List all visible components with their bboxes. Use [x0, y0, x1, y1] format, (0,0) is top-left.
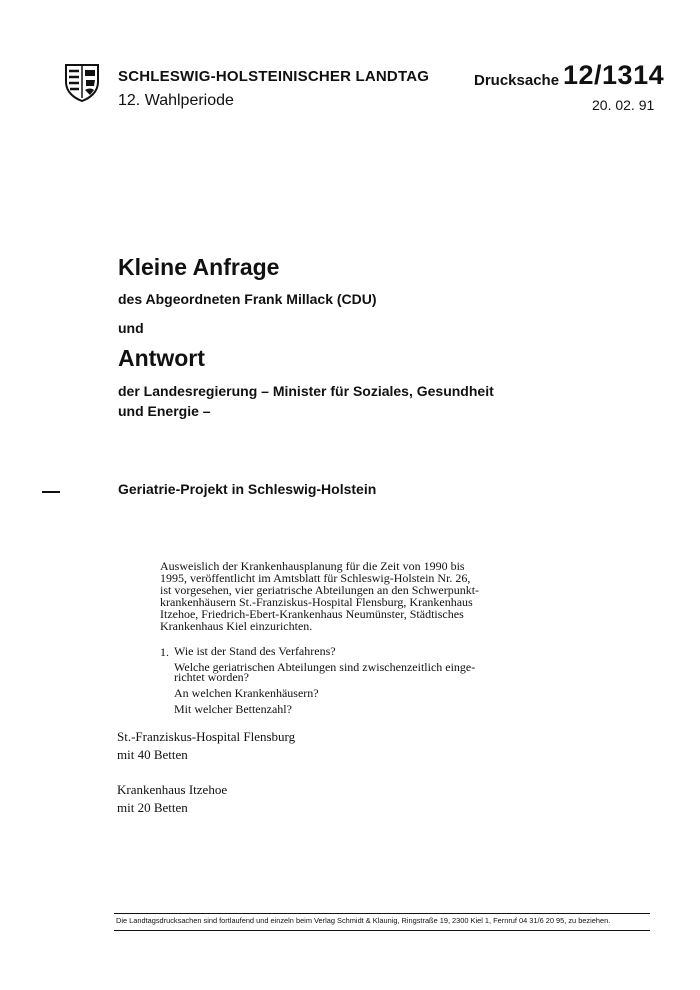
question-item: An welchen Krankenhäusern? [174, 686, 319, 700]
answer-line: mit 20 Betten [117, 800, 188, 815]
answer-line: Krankenhaus Itzehoe [117, 782, 228, 797]
question-item: Welche geriatrischen Abteilungen sind zwischenzeitlich einge- [174, 660, 476, 674]
question-item: Wie ist der Stand des Verfahrens? [174, 644, 336, 658]
drucksache-number: 12/1314 [563, 60, 665, 90]
question-item: richtet worden? [174, 670, 249, 684]
answer-line: mit 40 Betten [117, 747, 188, 762]
footer-rule-top [114, 913, 650, 914]
answer-line: St.-Franziskus-Hospital Flensburg [117, 729, 296, 744]
subject-title: Geriatrie-Projekt in Schleswig-Holstein [118, 481, 377, 497]
drucksache-label: Drucksache [474, 72, 560, 89]
coat-of-arms-icon [64, 62, 100, 102]
responder-line-1: der Landesregierung – Minister für Soziales, Gesundheit [118, 383, 494, 399]
question-item: Mit welcher Bettenzahl? [174, 702, 292, 716]
document-date: 20. 02. 91 [592, 97, 655, 113]
legislative-period: 12. Wahlperiode [118, 92, 234, 109]
heading-antwort: Antwort [118, 345, 205, 371]
heading-kleine-anfrage: Kleine Anfrage [118, 254, 280, 280]
footer-note: Die Landtagsdrucksachen sind fortlaufend und einzeln beim Verlag Schmidt & Klaunig, Ringstraße 19, 2300 Kiel 1, Fernruf 04 31/6 20 95, zu beziehen. [116, 916, 611, 925]
question-line: Itzehoe, Friedrich-Ebert-Krankenhaus Neumünster, Städtisches [160, 607, 464, 621]
question-line: ist vorgesehen, vier geriatrische Abteilungen an den Schwerpunkt- [160, 583, 480, 597]
und-line: und [118, 320, 144, 336]
question-line: Krankenhaus Kiel einzurichten. [160, 619, 313, 633]
requester-line: des Abgeordneten Frank Millack (CDU) [118, 291, 377, 307]
footer-rule-bottom [114, 930, 650, 931]
margin-dash [42, 491, 60, 493]
parliament-name: SCHLESWIG-HOLSTEINISCHER LANDTAG [118, 68, 430, 85]
question-number: 1. [160, 645, 169, 659]
responder-line-2: und Energie – [118, 403, 211, 419]
question-text [160, 560, 505, 632]
question-line: krankenhäusern St.-Franziskus-Hospital Flensburg, Krankenhaus [160, 595, 473, 609]
question-line: 1995, veröffentlicht im Amtsblatt für Schleswig-Holstein Nr. 26, [160, 571, 471, 585]
question-line: Ausweislich der Krankenhausplanung für die Zeit von 1990 bis [160, 559, 465, 573]
